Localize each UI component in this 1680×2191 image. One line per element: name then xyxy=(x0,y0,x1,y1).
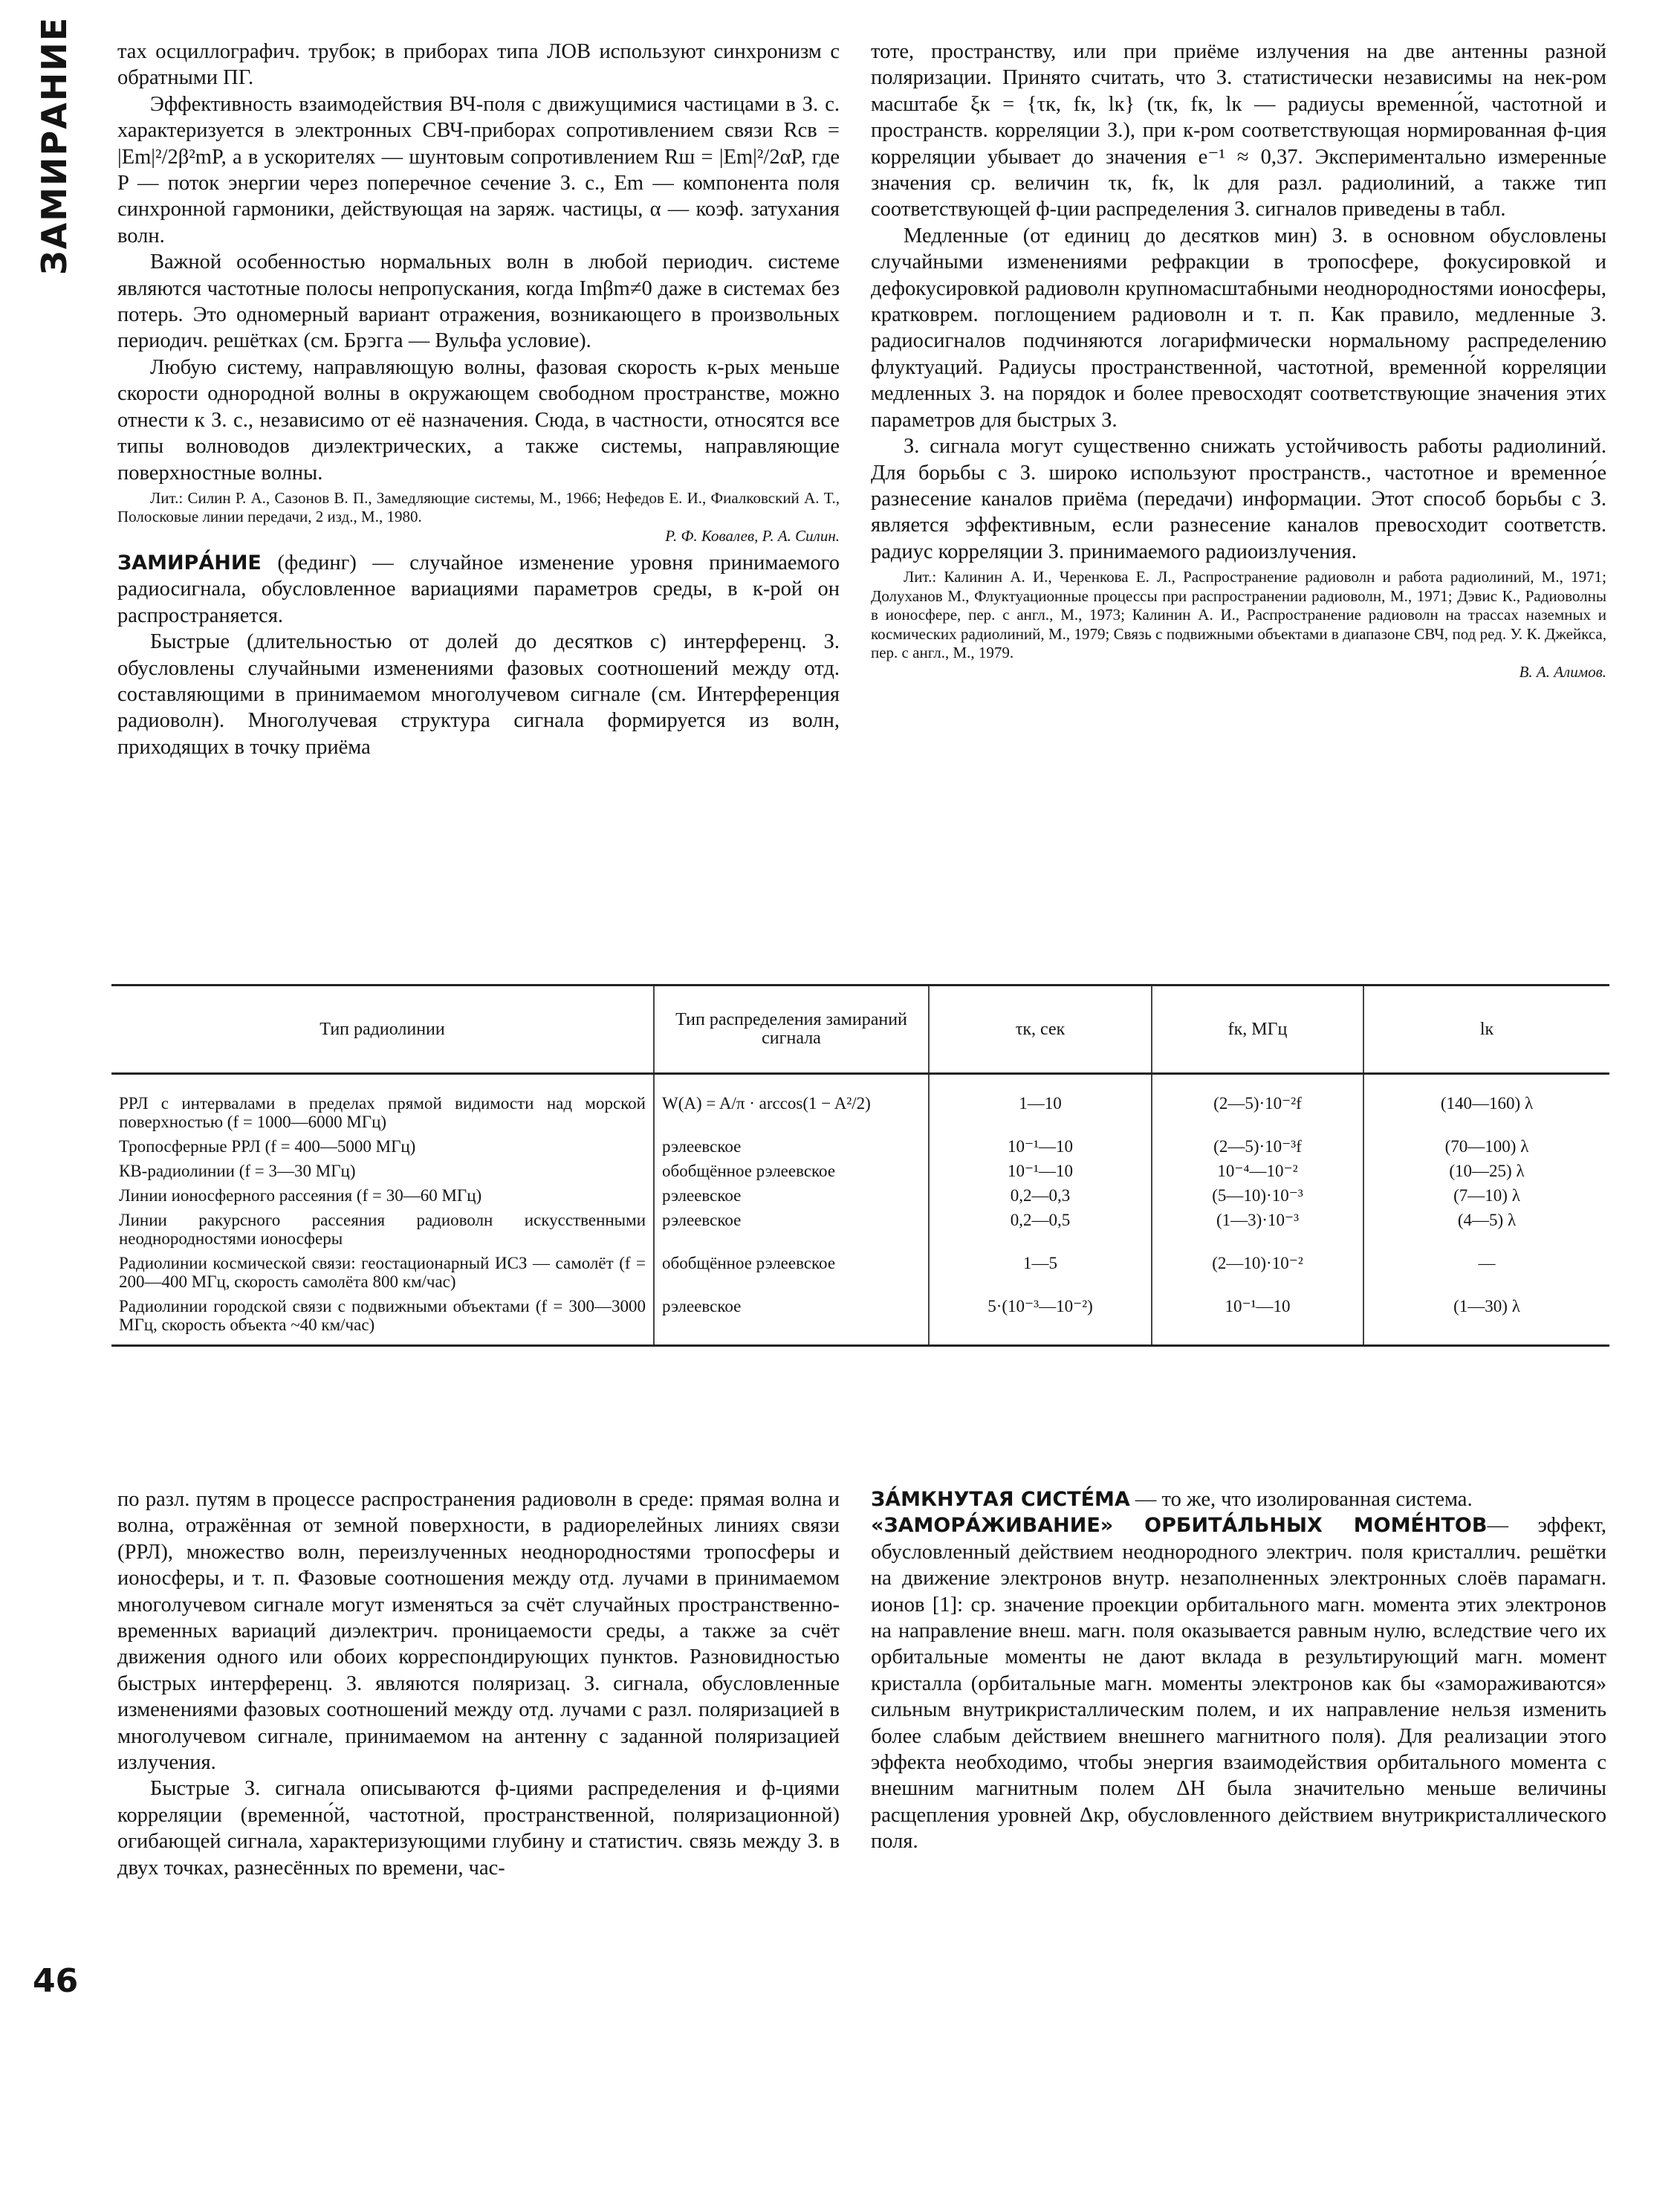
paragraph: Эффективность взаимодействия ВЧ-поля с движущимися частицами в З. с. характеризуется в электронных СВЧ-приборах сопротивлением связи Rсв = |Em|²/2β²mP, а в ускорителях — шунтовым сопротивлением Rш = |Em|²/2αP, где P — поток энергии через поперечное сечение З. с., Em — компонента поля синхронной гармоники, действующая на заряж. частицы, α — коэф. затухания волн. xyxy=(117,92,840,247)
cell-tau: 0,2—0,5 xyxy=(929,1208,1152,1251)
paragraph: тах осциллографич. трубок; в приборах типа ЛОВ используют синхронизм с обратными ПГ. xyxy=(117,40,840,90)
article-authors: В. А. Алимов. xyxy=(1519,662,1606,681)
table-row xyxy=(111,1208,1609,1251)
cell-tau: 5·(10⁻³—10⁻²) xyxy=(929,1294,1152,1346)
table-row xyxy=(111,1183,1609,1208)
fading-parameters-table xyxy=(111,984,1609,1347)
table-header-row xyxy=(111,986,1609,1074)
page-number: 46 xyxy=(33,1962,79,2000)
cell-distribution: W(A) = A/π · arccos(1 − A²/2) xyxy=(654,1074,929,1135)
cell-freq: (2—10)·10⁻² xyxy=(1152,1251,1363,1294)
cell-freq: (1—3)·10⁻³ xyxy=(1152,1208,1363,1251)
column-header-distribution: Тип распределения замираний сигнала xyxy=(654,986,929,1074)
cell-freq: (5—10)·10⁻³ xyxy=(1152,1183,1363,1208)
cell-freq: (2—5)·10⁻³f xyxy=(1152,1134,1363,1159)
literature-references: Лит.: Калинин А. И., Черенкова Е. Л., Распространение радиоволн и работа радиолиний, М., 1971; Долуханов М., Флуктуационные процессы при распространении радиоволн, М., 1971; Дэвис К., Радиоволны в ионосфере, пер. с англ., М., 1973; Калинин А. И., Распространение радиоволн на трассах наземных и космических радиолиний, М., 1979; Связь с подвижными объектами в диапазоне СВЧ, под ред. У. К. Джейкса, пер. с англ., М., 1979. xyxy=(871,568,1606,662)
cell-length: (7—10) λ xyxy=(1363,1183,1609,1208)
column-header-freq: fк, МГц xyxy=(1152,986,1363,1074)
cell-distribution: рэлеевское xyxy=(654,1183,929,1208)
cell-length: (70—100) λ xyxy=(1363,1134,1609,1159)
cell-tau: 10⁻¹—10 xyxy=(929,1134,1152,1159)
cell-tau: 10⁻¹—10 xyxy=(929,1159,1152,1183)
paragraph: по разл. путям в процессе распространения радиоволн в среде: прямая волна и волна, отражённая от земной поверхности, в радиорелейных линиях связи (РРЛ), множество волн, переизлученных неоднородностями тропосферы и ионосферы, и т. п. Фазовые соотношения между отд. лучами в принимаемом многолучевом сигнале могут изменяться за счёт случайных пространственно-временных вариаций диэлектрич. проницаемости среды, а также за счёт движения одного или обоих корреспондирующих пунктов. Разновидностью быстрых интерференц. З. являются поляризац. З. сигнала, обусловленные изменениями фазовых соотношений между отд. лучами с разл. поляризацией в многолучевом сигнале, принимаемом на антенну с заданной поляризацией излучения. xyxy=(117,1488,840,1775)
cell-tau: 1—10 xyxy=(929,1074,1152,1135)
top-right-column xyxy=(871,39,1606,686)
paragraph: тоте, пространству, или при приёме излучения на две антенны разной поляризации. Принято считать, что З. статистически независимы на нек-ром масштабе ξк = {τк, fк, lк} (τк, fк, lк — радиусы временно́й, частотной и пространств. корреляции З.), при к-ром соответствующая нормированная ф-ция корреляции убывает до значения e⁻¹ ≈ 0,37. Экспериментально измеренные значения ср. величин τк, fк, lк для разл. радиолиний, а также тип соответствующей ф-ции распределения З. сигналов приведены в табл. xyxy=(871,40,1606,221)
entry-headword: ЗА́МКНУТАЯ СИСТЕ́МА xyxy=(871,1488,1130,1511)
cell-link-type: Тропосферные РРЛ (f = 400—5000 МГц) xyxy=(119,1137,416,1156)
entry-zamorazhivanie xyxy=(871,1512,1606,1854)
cell-freq: 10⁻¹—10 xyxy=(1152,1294,1363,1346)
cell-length: (1—30) λ xyxy=(1363,1294,1609,1346)
paragraph: Медленные (от единиц до десятков мин) З. в основном обусловлены случайными изменениями рефракции в тропосфере, фокусировкой и дефокусировкой радиоволн крупномасштабными неоднородностями ионосферы, кратковрем. поглощением радиоволн и т. п. Как правило, медленные З. радиосигналов подчиняются логарифмически нормальному распределению флуктуаций. Радиусы пространственной, частотной, временно́й корреляции медленных З. на порядок и более превосходят соответствующие значения этих параметров для быстрых З. xyxy=(871,224,1606,432)
table-row xyxy=(111,1074,1609,1135)
cell-distribution: обобщённое рэлеевское xyxy=(654,1251,929,1294)
paragraph: Быстрые (длительностью от долей до десятков с) интерференц. З. обусловлены случайными изменениями фазовых соотношений между отд. составляющими в принимаемом многолучевом сигнале (см. Интерференция радиоволн). Многолучевая структура сигнала формируется из волн, приходящих в точку приёма xyxy=(117,630,840,759)
cell-distribution: обобщённое рэлеевское xyxy=(654,1159,929,1183)
cell-link-type: Линии ионосферного рассеяния (f = 30—60 МГц) xyxy=(119,1186,482,1205)
cell-link-type: Линии ракурсного рассеяния радиоволн искусственными неоднородностями ионосферы xyxy=(119,1211,646,1248)
cell-tau: 1—5 xyxy=(929,1251,1152,1294)
cell-length: — xyxy=(1363,1251,1609,1294)
paragraph: З. сигнала могут существенно снижать устойчивость работы радиолиний. Для борьбы с З. широко используют пространств., частотное и временно́е разнесение каналов приёма (передачи) информации. Этот способ борьбы с З. является эффективным, если разнесение каналов превосходит соответств. радиус корреляции З. принимаемого радиоизлучения. xyxy=(871,435,1606,563)
cell-link-type: Радиолинии космической связи: геостационарный ИСЗ — самолёт (f = 200—400 МГц, скорость самолёта 800 км/час) xyxy=(119,1254,646,1291)
table-row xyxy=(111,1159,1609,1183)
bottom-left-column xyxy=(117,1486,840,1881)
paragraph: Быстрые З. сигнала описываются ф-циями распределения и ф-циями корреляции (временно́й, частотной, пространственной, поляризационной) огибающей сигнала, характеризующими глубину и статистич. связь между З. в двух точках, разнесённых по времени, час- xyxy=(117,1777,840,1880)
entry-headword: ЗАМИРА́НИЕ xyxy=(117,551,262,575)
article-authors: Р. Ф. Ковалев, Р. А. Силин. xyxy=(665,526,840,545)
cell-distribution: рэлеевское xyxy=(654,1134,929,1159)
entry-zamknutaya-sistema xyxy=(871,1486,1606,1512)
entry-zamiranie xyxy=(117,550,840,629)
column-header-length: lк xyxy=(1363,986,1609,1074)
cell-length: (140—160) λ xyxy=(1363,1074,1609,1135)
cell-link-type: Радиолинии городской связи с подвижными объектами (f = 300—3000 МГц, скорость объекта ~40 км/час) xyxy=(111,1294,654,1346)
column-header-tau: τк, сек xyxy=(929,986,1152,1074)
cell-freq: 10⁻⁴—10⁻² xyxy=(1152,1159,1363,1183)
table-row xyxy=(111,1134,1609,1159)
top-left-column xyxy=(117,39,840,760)
literature-references: Лит.: Силин Р. А., Сазонов В. П., Замедляющие системы, М., 1966; Нефедов Е. И., Фиалковский А. Т., Полосковые линии передачи, 2 изд., М., 1980. xyxy=(117,488,840,526)
table-row xyxy=(111,1294,1609,1346)
table-row xyxy=(111,1251,1609,1294)
cell-link-type: РРЛ с интервалами в пределах прямой видимости над морской поверхностью (f = 1000—6000 МГц) xyxy=(119,1094,646,1131)
cell-tau: 0,2—0,3 xyxy=(929,1183,1152,1208)
entry-definition: (фединг) — случайное изменение уровня принимаемого радиосигнала, обусловленное вариациями параметров среды, в к-рой он распространяется. xyxy=(117,551,840,627)
column-header-link-type: Тип радиолинии xyxy=(111,986,654,1074)
cell-length: (10—25) λ xyxy=(1363,1159,1609,1183)
paragraph: Любую систему, направляющую волны, фазовая скорость к-рых меньше скорости однородной волны в окружающем свободном пространстве, можно отнести к З. с., независимо от её назначения. Сюда, в частности, относятся все типы волноводов диэлектрических, а также системы, направляющие поверхностные волны. xyxy=(117,355,840,485)
cell-freq: (2—5)·10⁻²f xyxy=(1152,1074,1363,1135)
entry-definition: — эффект, обусловленный действием неоднородного электрич. поля кристаллич. решётки на движение электронов внутр. незаполненных электронных слоёв парамагн. ионов [1]: ср. значение проекции орбитального магн. момента этих электронов на направление внеш. магн. поля оказывается равным нулю, вследствие чего их орбитальные моменты не дают вклада в результирующий магн. момент кристалла (орбитальные магн. моменты электронов как бы «замораживаются» сильным внутрикристаллическим полем, и их направление нельзя изменить более слабым действием внешнего магнитного поля). Для реализации этого эффекта необходимо, чтобы энергия взаимодействия орбитального момента с внешним магнитным полем ΔH была значительно меньше величины расщепления уровней Δкр, обусловленного действием внутрикристаллического поля. xyxy=(871,1514,1606,1854)
bottom-right-column xyxy=(871,1486,1606,1855)
side-running-title: ЗАМИРАНИЕ xyxy=(34,16,74,275)
cell-length: (4—5) λ xyxy=(1363,1208,1609,1251)
paragraph: Важной особенностью нормальных волн в любой периодич. системе являются частотные полосы непропускания, когда Imβm≠0 даже в системах без потерь. Это одномерный вариант отражения, возникающего в произвольных периодич. решётках (см. Брэгга — Вульфа условие). xyxy=(117,250,840,353)
entry-headword: «ЗАМОРА́ЖИВАНИЕ» ОРБИТА́ЛЬНЫХ МОМЕ́НТОВ xyxy=(871,1514,1488,1538)
entry-definition: — то же, что изолированная система. xyxy=(1135,1488,1473,1511)
cell-distribution: рэлеевское xyxy=(654,1294,929,1346)
cell-link-type: КВ-радиолинии (f = 3—30 МГц) xyxy=(119,1162,356,1180)
cell-distribution: рэлеевское xyxy=(654,1208,929,1251)
